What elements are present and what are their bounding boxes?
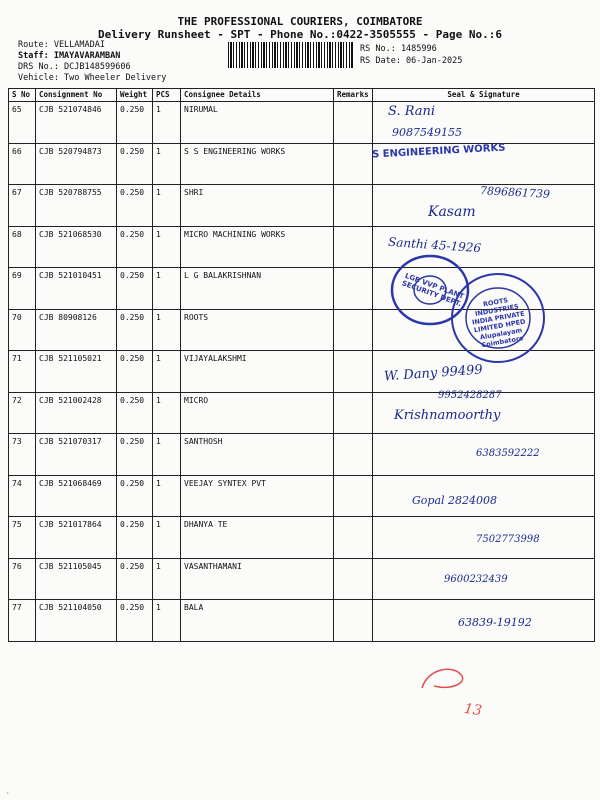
cell-sno: 69 — [9, 268, 36, 310]
cell-pcs: 1 — [153, 392, 181, 434]
cell-consignee: ROOTS — [181, 309, 334, 351]
phone-67: 7896861739 — [479, 184, 551, 201]
cell-consignment: CJB 521105045 — [36, 558, 117, 600]
cell-consignee: VASANTHAMANI — [181, 558, 334, 600]
cell-sno: 75 — [9, 517, 36, 559]
phone-72: 9952428287 — [438, 390, 502, 401]
red-number-mark: 13 — [462, 700, 483, 720]
cell-sno: 65 — [9, 102, 36, 144]
roots-stamp-text: ROOTS INDUSTRIES INDIA PRIVATE LIMITED HPED Alupalayam Coimbatore — [471, 296, 527, 350]
phone-73: 6383592222 — [476, 448, 540, 459]
cell-consignee: L G BALAKRISHNAN — [181, 268, 334, 310]
col-pcs: PCS — [153, 89, 181, 102]
cell-remarks — [334, 309, 373, 351]
runsheet-subtitle: Delivery Runsheet - SPT - Phone No.:0422-3505555 - Page No.:6 — [98, 28, 502, 41]
rs-date: RS Date: 06-Jan-2025 — [360, 56, 463, 66]
vehicle-label: Vehicle: Two Wheeler Delivery — [18, 73, 167, 83]
cell-remarks — [334, 558, 373, 600]
cell-weight: 0.250 — [117, 309, 153, 351]
phone-75: 7502773998 — [476, 534, 540, 545]
barcode — [228, 42, 354, 68]
cell-weight: 0.250 — [117, 392, 153, 434]
cell-sno: 77 — [9, 600, 36, 642]
cell-remarks — [334, 392, 373, 434]
table-row — [9, 102, 595, 144]
col-sno: S No — [9, 89, 36, 102]
signature-74: Gopal 2824008 — [412, 494, 498, 507]
signature-67: Kasam — [428, 204, 476, 220]
lgb-stamp-text: LGB VVP PLANT SECURITY DEPT. — [400, 271, 465, 309]
cell-consignment: CJB 521068530 — [36, 226, 117, 268]
col-consignee: Consignee Details — [181, 89, 334, 102]
cell-remarks — [334, 351, 373, 393]
cell-pcs: 1 — [153, 309, 181, 351]
cell-consignment: CJB 521104050 — [36, 600, 117, 642]
cell-pcs: 1 — [153, 558, 181, 600]
phone-65: 9087549155 — [392, 126, 462, 139]
cell-consignee: VEEJAY SYNTEX PVT — [181, 475, 334, 517]
rs-number: RS No.: 1485996 — [360, 44, 437, 54]
cell-consignee: NIRUMAL — [181, 102, 334, 144]
red-pen-mark-icon — [414, 662, 474, 696]
cell-consignee: BALA — [181, 600, 334, 642]
signature-71: W. Dany 99499 — [383, 362, 484, 385]
col-seal: Seal & Signature — [373, 89, 595, 102]
cell-sno: 71 — [9, 351, 36, 393]
cell-sno: 70 — [9, 309, 36, 351]
cell-weight: 0.250 — [117, 268, 153, 310]
signature-65: S. Rani — [388, 104, 436, 119]
stamp-ss-engineering: S ENGINEERING WORKS — [371, 142, 506, 161]
cell-consignee: SHRI — [181, 185, 334, 227]
cell-weight: 0.250 — [117, 517, 153, 559]
cell-weight: 0.250 — [117, 558, 153, 600]
cell-sno: 68 — [9, 226, 36, 268]
cell-consignee: SANTHOSH — [181, 434, 334, 476]
corner-dot: · — [6, 790, 10, 797]
cell-consignee: DHANYA TE — [181, 517, 334, 559]
cell-pcs: 1 — [153, 600, 181, 642]
cell-consignment: CJB 521068469 — [36, 475, 117, 517]
cell-consignment: CJB 521010451 — [36, 268, 117, 310]
table-row — [9, 392, 595, 434]
signature-72: Krishnamoorthy — [394, 408, 501, 423]
cell-weight: 0.250 — [117, 143, 153, 185]
cell-pcs: 1 — [153, 102, 181, 144]
cell-remarks — [334, 600, 373, 642]
cell-remarks — [334, 102, 373, 144]
cell-weight: 0.250 — [117, 600, 153, 642]
cell-weight: 0.250 — [117, 102, 153, 144]
cell-pcs: 1 — [153, 268, 181, 310]
table-row — [9, 475, 595, 517]
table-row — [9, 226, 595, 268]
cell-pcs: 1 — [153, 434, 181, 476]
col-weight: Weight — [117, 89, 153, 102]
cell-sno: 72 — [9, 392, 36, 434]
cell-remarks — [334, 434, 373, 476]
cell-consignment: CJB 521105021 — [36, 351, 117, 393]
table-row — [9, 143, 595, 185]
cell-remarks — [334, 143, 373, 185]
cell-sno: 67 — [9, 185, 36, 227]
route-label: Route: VELLAMADAI — [18, 40, 105, 50]
phone-76: 9600232439 — [444, 574, 508, 585]
cell-weight: 0.250 — [117, 226, 153, 268]
col-consignment: Consignment No — [36, 89, 117, 102]
cell-pcs: 1 — [153, 351, 181, 393]
cell-sno: 74 — [9, 475, 36, 517]
signature-68: Santhi 45-1926 — [387, 234, 482, 256]
cell-consignment: CJB 521017864 — [36, 517, 117, 559]
cell-sno: 76 — [9, 558, 36, 600]
cell-weight: 0.250 — [117, 475, 153, 517]
company-title: THE PROFESSIONAL COURIERS, COIMBATORE — [177, 15, 423, 28]
cell-consignment: CJB 520788755 — [36, 185, 117, 227]
cell-remarks — [334, 517, 373, 559]
cell-pcs: 1 — [153, 475, 181, 517]
cell-pcs: 1 — [153, 226, 181, 268]
cell-consignee: S S ENGINEERING WORKS — [181, 143, 334, 185]
cell-remarks — [334, 268, 373, 310]
cell-sno: 73 — [9, 434, 36, 476]
cell-weight: 0.250 — [117, 434, 153, 476]
cell-consignment: CJB 521002428 — [36, 392, 117, 434]
cell-consignment: CJB 80908126 — [36, 309, 117, 351]
cell-consignment: CJB 520794873 — [36, 143, 117, 185]
cell-pcs: 1 — [153, 185, 181, 227]
col-remarks: Remarks — [334, 89, 373, 102]
cell-consignee: MICRO — [181, 392, 334, 434]
cell-consignment: CJB 521074846 — [36, 102, 117, 144]
cell-remarks — [334, 475, 373, 517]
cell-remarks — [334, 226, 373, 268]
drs-label: DRS No.: DCJB148599606 — [18, 62, 131, 72]
table-header-row — [9, 89, 595, 102]
cell-weight: 0.250 — [117, 185, 153, 227]
cell-consignee: MICRO MACHINING WORKS — [181, 226, 334, 268]
staff-label: Staff: IMAYAVARAMBAN — [18, 51, 121, 61]
cell-pcs: 1 — [153, 517, 181, 559]
cell-sno: 66 — [9, 143, 36, 185]
cell-weight: 0.250 — [117, 351, 153, 393]
cell-consignment: CJB 521070317 — [36, 434, 117, 476]
cell-consignee: VIJAYALAKSHMI — [181, 351, 334, 393]
cell-remarks — [334, 185, 373, 227]
cell-pcs: 1 — [153, 143, 181, 185]
phone-77: 63839-19192 — [458, 616, 532, 629]
